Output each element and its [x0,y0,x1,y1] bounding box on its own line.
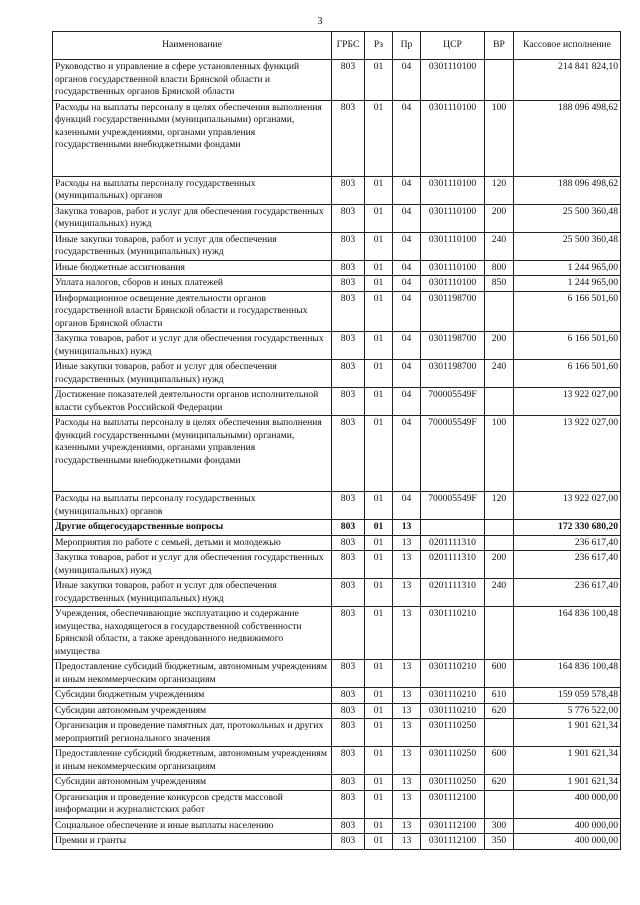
cell-vr: 240 [485,360,514,388]
cell-grbs: 803 [332,204,365,232]
cell-pr: 04 [393,332,421,360]
cell-pr: 13 [393,719,421,747]
cell-csr: 700005549F [421,388,485,416]
cell-grbs: 803 [332,176,365,204]
cell-amount: 236 617,40 [514,551,621,579]
table-row [53,260,621,276]
cell-name: Предоставление субсидий бюджетным, автономным учреждениям и иным некоммерческим организациям [53,747,332,775]
cell-vr [485,535,514,551]
cell-vr: 200 [485,551,514,579]
cell-grbs: 803 [332,607,365,660]
cell-pr: 04 [393,388,421,416]
cell-rz: 01 [365,100,393,176]
cell-amount: 214 841 824,10 [514,60,621,101]
cell-rz: 01 [365,260,393,276]
cell-name: Информационное освещение деятельности органов государственной власти Брянской области и государственных органов Брянской области [53,291,332,332]
cell-pr: 13 [393,660,421,688]
header-name: Наименование [53,32,332,60]
cell-amount: 159 059 578,48 [514,688,621,704]
cell-vr: 620 [485,775,514,791]
cell-vr [485,520,514,536]
cell-csr: 0301110250 [421,747,485,775]
cell-csr: 0301110100 [421,176,485,204]
cell-grbs: 803 [332,276,365,292]
cell-amount: 25 500 360,48 [514,232,621,260]
header-csr: ЦСР [421,32,485,60]
header-pr: Пр [393,32,421,60]
cell-vr: 610 [485,688,514,704]
cell-name: Субсидии автономным учреждениям [53,775,332,791]
table-row [53,747,621,775]
cell-rz: 01 [365,747,393,775]
cell-grbs: 803 [332,818,365,834]
cell-rz: 01 [365,60,393,101]
cell-vr: 100 [485,416,514,492]
cell-vr: 600 [485,747,514,775]
cell-pr: 13 [393,579,421,607]
cell-amount: 188 096 498,62 [514,176,621,204]
cell-csr: 0301198700 [421,291,485,332]
cell-pr: 04 [393,492,421,520]
table-row [53,492,621,520]
cell-pr: 13 [393,520,421,536]
cell-grbs: 803 [332,579,365,607]
cell-pr: 04 [393,60,421,101]
table-row [53,232,621,260]
cell-name: Организация и проведение конкурсов средств массовой информации и журналистских работ [53,790,332,818]
cell-grbs: 803 [332,775,365,791]
cell-csr: 0301112100 [421,790,485,818]
table-row [53,660,621,688]
cell-grbs: 803 [332,232,365,260]
cell-rz: 01 [365,818,393,834]
cell-csr: 0201111310 [421,551,485,579]
cell-amount: 1 901 621,34 [514,775,621,791]
cell-csr: 0301198700 [421,360,485,388]
cell-rz: 01 [365,660,393,688]
cell-rz: 01 [365,416,393,492]
cell-grbs: 803 [332,688,365,704]
cell-vr: 240 [485,579,514,607]
cell-csr [421,520,485,536]
cell-csr: 0301110100 [421,232,485,260]
cell-grbs: 803 [332,747,365,775]
cell-rz: 01 [365,834,393,850]
cell-pr: 13 [393,790,421,818]
cell-vr [485,790,514,818]
cell-grbs: 803 [332,703,365,719]
budget-execution-table [52,31,621,850]
cell-csr: 0301110250 [421,775,485,791]
cell-vr: 120 [485,176,514,204]
table-body [53,60,621,850]
cell-grbs: 803 [332,60,365,101]
cell-amount: 13 922 027,00 [514,492,621,520]
cell-grbs: 803 [332,834,365,850]
cell-vr: 350 [485,834,514,850]
table-row [53,719,621,747]
table-row [53,100,621,176]
cell-csr: 0301110210 [421,688,485,704]
cell-name: Субсидии автономным учреждениям [53,703,332,719]
cell-csr: 0301110100 [421,60,485,101]
cell-name: Закупка товаров, работ и услуг для обеспечения государственных (муниципальных) нужд [53,551,332,579]
cell-rz: 01 [365,360,393,388]
cell-vr: 200 [485,204,514,232]
cell-pr: 13 [393,688,421,704]
table-row [53,276,621,292]
header-vr: ВР [485,32,514,60]
cell-name: Социальное обеспечение и иные выплаты населению [53,818,332,834]
cell-name: Достижение показателей деятельности органов исполнительной власти субъектов Российской Федерации [53,388,332,416]
cell-grbs: 803 [332,332,365,360]
cell-amount: 6 166 501,60 [514,332,621,360]
cell-name: Иные закупки товаров, работ и услуг для обеспечения государственных (муниципальных) нужд [53,579,332,607]
table-row [53,535,621,551]
cell-grbs: 803 [332,388,365,416]
cell-amount: 400 000,00 [514,818,621,834]
cell-pr: 04 [393,204,421,232]
cell-csr: 0301110100 [421,100,485,176]
cell-name: Руководство и управление в сфере установленных функций органов государственной власти Брянской области и государственных органов Брянской области [53,60,332,101]
cell-csr: 0301110100 [421,276,485,292]
cell-amount: 188 096 498,62 [514,100,621,176]
cell-grbs: 803 [332,719,365,747]
table-row [53,520,621,536]
cell-vr: 800 [485,260,514,276]
cell-vr [485,60,514,101]
cell-amount: 13 922 027,00 [514,388,621,416]
cell-grbs: 803 [332,291,365,332]
table-row [53,790,621,818]
cell-grbs: 803 [332,790,365,818]
cell-rz: 01 [365,176,393,204]
cell-amount: 1 901 621,34 [514,747,621,775]
cell-csr: 0301110210 [421,703,485,719]
cell-amount: 25 500 360,48 [514,204,621,232]
cell-pr: 13 [393,551,421,579]
cell-amount: 5 776 522,00 [514,703,621,719]
cell-rz: 01 [365,551,393,579]
cell-amount: 1 901 621,34 [514,719,621,747]
cell-name: Премии и гранты [53,834,332,850]
table-row [53,204,621,232]
cell-pr: 13 [393,834,421,850]
cell-pr: 04 [393,276,421,292]
cell-csr: 0301110100 [421,204,485,232]
table-row [53,291,621,332]
cell-grbs: 803 [332,100,365,176]
cell-name: Иные закупки товаров, работ и услуг для обеспечения государственных (муниципальных) нужд [53,360,332,388]
cell-vr: 850 [485,276,514,292]
cell-pr: 04 [393,176,421,204]
cell-vr: 620 [485,703,514,719]
cell-grbs: 803 [332,416,365,492]
table-row [53,551,621,579]
cell-amount: 164 836 100,48 [514,660,621,688]
cell-name: Мероприятия по работе с семьей, детьми и молодежью [53,535,332,551]
cell-csr: 0301198700 [421,332,485,360]
cell-rz: 01 [365,775,393,791]
cell-amount: 172 330 680,20 [514,520,621,536]
cell-amount: 400 000,00 [514,790,621,818]
cell-pr: 13 [393,535,421,551]
cell-grbs: 803 [332,260,365,276]
cell-vr: 100 [485,100,514,176]
cell-rz: 01 [365,719,393,747]
table-row [53,818,621,834]
cell-rz: 01 [365,492,393,520]
cell-pr: 13 [393,818,421,834]
cell-pr: 04 [393,360,421,388]
page-number: 3 [317,16,323,27]
cell-csr: 700005549F [421,416,485,492]
cell-csr: 700005549F [421,492,485,520]
cell-vr: 300 [485,818,514,834]
cell-amount: 1 244 965,00 [514,276,621,292]
table-row [53,176,621,204]
cell-rz: 01 [365,520,393,536]
table-row [53,703,621,719]
header-rz: Рз [365,32,393,60]
cell-rz: 01 [365,607,393,660]
cell-pr: 04 [393,260,421,276]
cell-name: Расходы на выплаты персоналу государственных (муниципальных) органов [53,492,332,520]
cell-csr: 0301110100 [421,260,485,276]
cell-grbs: 803 [332,360,365,388]
header-grbs: ГРБС [332,32,365,60]
table-header-row [53,32,621,60]
cell-name: Другие общегосударственные вопросы [53,520,332,536]
cell-rz: 01 [365,388,393,416]
cell-pr: 13 [393,607,421,660]
cell-vr: 240 [485,232,514,260]
cell-grbs: 803 [332,520,365,536]
cell-name: Иные бюджетные ассигнования [53,260,332,276]
cell-name: Расходы на выплаты персоналу в целях обеспечения выполнения функций государственными (муниципальными) органами, казенными учреждениями, органами управления государственными внебюджетными фондами [53,100,332,176]
cell-rz: 01 [365,790,393,818]
cell-csr: 0301112100 [421,834,485,850]
cell-grbs: 803 [332,535,365,551]
cell-amount: 164 836 100,48 [514,607,621,660]
cell-grbs: 803 [332,551,365,579]
cell-vr: 200 [485,332,514,360]
cell-rz: 01 [365,332,393,360]
cell-pr: 13 [393,747,421,775]
cell-csr: 0301112100 [421,818,485,834]
table-row [53,775,621,791]
table-row [53,388,621,416]
cell-name: Расходы на выплаты персоналу государственных (муниципальных) органов [53,176,332,204]
cell-vr: 120 [485,492,514,520]
cell-name: Субсидии бюджетным учреждениям [53,688,332,704]
cell-vr: 600 [485,660,514,688]
cell-amount: 400 000,00 [514,834,621,850]
cell-name: Закупка товаров, работ и услуг для обеспечения государственных (муниципальных) нужд [53,332,332,360]
cell-csr: 0301110210 [421,607,485,660]
cell-name: Организация и проведение памятных дат, протокольных и других мероприятий регионального значения [53,719,332,747]
cell-rz: 01 [365,291,393,332]
cell-vr [485,388,514,416]
cell-rz: 01 [365,688,393,704]
table-row [53,834,621,850]
cell-pr: 04 [393,232,421,260]
cell-csr: 0301110250 [421,719,485,747]
table-row [53,60,621,101]
header-amount: Кассовое исполнение [514,32,621,60]
cell-vr [485,607,514,660]
cell-rz: 01 [365,204,393,232]
cell-pr: 04 [393,291,421,332]
cell-csr: 0301110210 [421,660,485,688]
cell-pr: 13 [393,775,421,791]
cell-vr [485,291,514,332]
cell-name: Расходы на выплаты персоналу в целях обеспечения выполнения функций государственными (муниципальными) органами, казенными учреждениями, органами управления государственными внебюджетными фондами [53,416,332,492]
table-row [53,579,621,607]
cell-pr: 04 [393,416,421,492]
table-row [53,360,621,388]
cell-pr: 04 [393,100,421,176]
table-row [53,607,621,660]
cell-grbs: 803 [332,492,365,520]
cell-rz: 01 [365,276,393,292]
cell-name: Закупка товаров, работ и услуг для обеспечения государственных (муниципальных) нужд [53,204,332,232]
cell-pr: 13 [393,703,421,719]
cell-grbs: 803 [332,660,365,688]
cell-name: Уплата налогов, сборов и иных платежей [53,276,332,292]
cell-amount: 236 617,40 [514,579,621,607]
cell-csr: 0201111310 [421,579,485,607]
cell-name: Иные закупки товаров, работ и услуг для обеспечения государственных (муниципальных) нужд [53,232,332,260]
table-row [53,416,621,492]
cell-rz: 01 [365,232,393,260]
cell-amount: 13 922 027,00 [514,416,621,492]
cell-amount: 6 166 501,60 [514,291,621,332]
table-row [53,688,621,704]
cell-rz: 01 [365,703,393,719]
cell-csr: 0201111310 [421,535,485,551]
cell-amount: 6 166 501,60 [514,360,621,388]
cell-rz: 01 [365,535,393,551]
cell-name: Предоставление субсидий бюджетным, автономным учреждениям и иным некоммерческим организациям [53,660,332,688]
cell-amount: 1 244 965,00 [514,260,621,276]
cell-amount: 236 617,40 [514,535,621,551]
table-row [53,332,621,360]
cell-rz: 01 [365,579,393,607]
cell-vr [485,719,514,747]
cell-name: Учреждения, обеспечивающие эксплуатацию и содержание имущества, находящегося в государственной собственности Брянской области, а также арендованного недвижимого имущества [53,607,332,660]
